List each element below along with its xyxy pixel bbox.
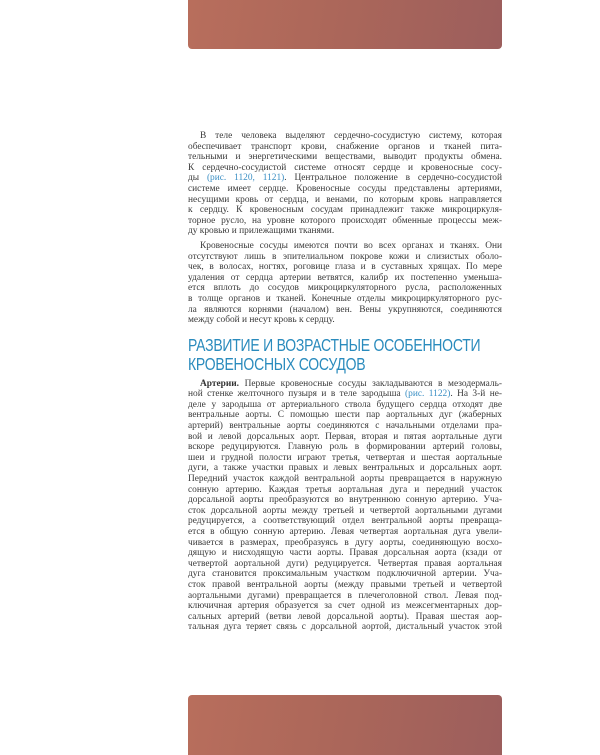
text-line: вой и левой дорсальных аорт. Первая, вторая и пятая аортальные дуги (188, 431, 502, 442)
text-line: сальных артерий (ветви левой дорсальной аорты). Правая шестая аор- (188, 611, 502, 622)
text-line: дящую и нисходящую части аорты. Правая дорсальная аорта (кзади от (188, 548, 502, 559)
text-line: аортальными дугами) превращается в плечеголовной ствол. Левая под- (188, 590, 502, 601)
section-heading (188, 336, 502, 374)
text-line: дорсальной аорты преобразуются во внутреннюю сонную артерию. Уча- (188, 495, 502, 506)
text-line: вскоре редуцируются. Главную роль в формировании артерий головы, (188, 442, 502, 453)
top-decorative-banner (188, 0, 502, 49)
text-line: сток дорсальной аорты между третьей и четвертой аортальными дугами (188, 505, 502, 516)
text-line: тельными и энергетическими веществами, выводит продукты обмена. (188, 152, 502, 163)
arteries-text (188, 379, 502, 633)
text-line: торное русло, на уровне которого происходят обменные процессы меж- (188, 215, 502, 226)
text-line: чек, в волосах, ногтях, роговице глаза и в суставных хрящах. По мере (188, 262, 502, 273)
text-line: Кровеносные сосуды имеются почти во всех органах и тканях. Они (200, 240, 502, 251)
text-line: удаления от сердца артерии ветвятся, калибр их постепенно уменьша- (188, 272, 502, 283)
text-line (188, 379, 502, 390)
text-column (188, 131, 502, 633)
text-line: в толще органов и тканей. Конечные отделы микроциркуляторного рус- (188, 293, 502, 304)
text-line: редуцируется, а соответствующий отдел вентральной аорты превраща- (188, 516, 502, 527)
text-line: между собой и несут кровь к сердцу. (188, 315, 335, 326)
text-segment: . Центральное положение в сердечно-сосудистой (284, 173, 502, 184)
text-line: дуги, а также участки правых и левых вентральных и дорсальных аорт. (188, 463, 502, 474)
text-line: артерий) вентральные аорты соединяются с начальными отделами пра- (188, 421, 502, 432)
text-line: системе имеет сердце. Кровеносные сосуды представлены артериями, (188, 183, 502, 194)
text-line: ла являются корнями (началом) вен. Вены укрупняются, соединяются (188, 304, 502, 315)
vessels-text (188, 241, 502, 326)
paragraph (188, 379, 502, 633)
text-line: В теле человека выделяют сердечно-сосудистую систему, которая (200, 131, 502, 141)
section-heading-line1: РАЗВИТИЕ И ВОЗРАСТНЫЕ ОСОБЕННОСТИ (188, 334, 481, 355)
text-line: сток правой вентральной аорты (между правыми третьей и четвертой (188, 579, 502, 590)
bottom-decorative-banner (188, 695, 502, 755)
text-segment: Первые кровеносные сосуды закладываются в мезодермаль- (239, 378, 502, 389)
text-line: К сердечно-сосудистой системе относят сердце и кровеносные сосу- (188, 162, 502, 173)
text-line: ключичная артерия образуется за счет одной из межсегментарных дор- (188, 601, 502, 612)
section-heading-line2: КРОВЕНОСНЫХ СОСУДОВ (188, 353, 366, 374)
text-line: деле у зародыша от артериального ствола будущего сердца отходят две (188, 399, 502, 410)
intro-text (188, 131, 502, 237)
text-line: шеи и грудной полости играют третья, четвертая и шестая аортальные (188, 452, 502, 463)
text-line: отсутствуют лишь в эпителиальном покрове кожи и слизистых оболо- (188, 251, 502, 262)
text-line: обеспечивает транспорт крови, снабжение органов и тканей пита- (188, 141, 502, 152)
text-line: тальная дуга теряет связь с дорсальной аортой, дистальный участок этой (188, 622, 502, 633)
text-line (188, 173, 502, 184)
text-line: вентральные аорты. С помощью шести пар аортальных дуг (жаберных (188, 410, 502, 421)
text-line: Передний участок каждой вентральной аорты превращается в наружную (188, 474, 502, 485)
figure-reference-link[interactable]: (рис. 1122) (405, 389, 451, 400)
text-line: ется вплоть до сосудов микроциркуляторного русла, расположенных (188, 283, 502, 294)
figure-reference-link[interactable]: (рис. 1120, 1121) (206, 173, 285, 184)
run-in-heading: Артерии. (200, 378, 239, 389)
text-segment: ной стенке желточного пузыря и в теле зародыша (188, 389, 406, 400)
text-segment: ды (188, 173, 207, 184)
text-line: сонную артерию. Каждая третья аортальная дуга и передний участок (188, 484, 502, 495)
paragraph (188, 241, 502, 326)
text-line: несущими кровь от сердца, и венами, по которым кровь направляется (188, 194, 502, 205)
text-segment: . На 3-й не- (450, 389, 502, 400)
text-line: чивается в размерах, преобразуясь в дугу аорты, соединяющую восхо- (188, 537, 502, 548)
text-line: дуга становится проксимальным участком подключичной артерии. Уча- (188, 569, 502, 580)
paragraph (188, 131, 502, 237)
text-line: ду кровью и прилежащими тканями. (188, 226, 335, 237)
text-line (188, 389, 502, 400)
text-line: четвертой аортальной дуги) редуцируется. Четвертая правая аортальная (188, 558, 502, 569)
text-line: ется в общую сонную артерию. Левая четвертая аортальная дуга увели- (188, 527, 502, 537)
text-line: к сердцу. К кровеносным сосудам принадлежит также микроциркуля- (188, 205, 502, 216)
